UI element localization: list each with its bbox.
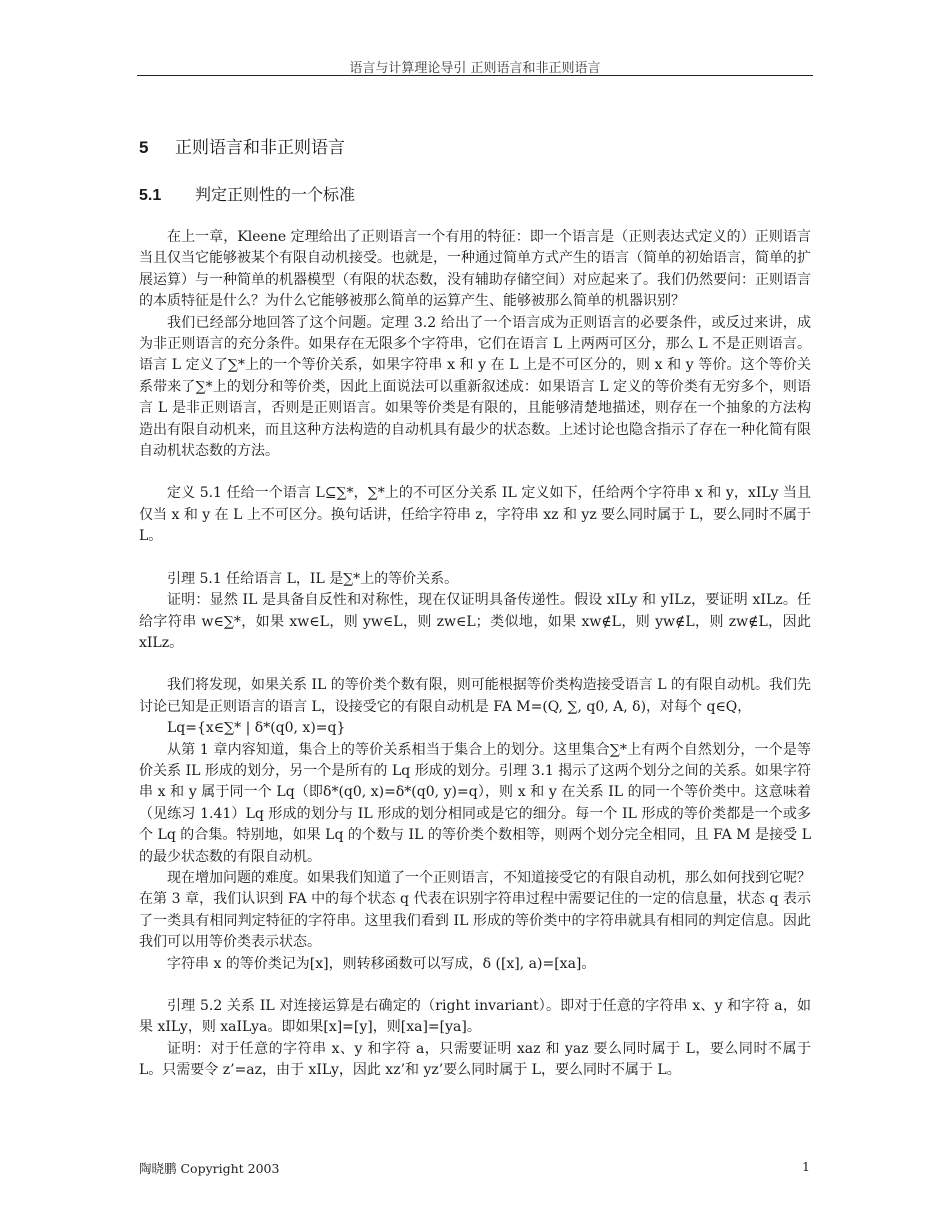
- paragraph-partitions: 从第 1 章内容知道，集合上的等价关系相当于集合上的划分。这里集合∑*上有两个自然划分，一个是等价关系 IL 形成的划分，另一个是所有的 Lq 形成的划分。引理 3.1 揭示了这两个划分之间的关系。如果字符串 x 和 y 属于同一个 Lq（即δ*(q0, x)=δ*(q0, y)=q），则 x 和 y 在关系 IL 的同一个等价类中。这意味着（见练习 1.41）Lq 形成的划分与 IL 形成的划分相同或是它的细分。每一个 IL 形成的等价类都是一个或多个 Lq 的合集。特别地，如果 Lq 的个数与 IL 的等价类个数相等，则两个划分完全相同，且 FA M 是接受 L 的最少状态数的有限自动机。: [139, 741, 811, 865]
- header-rule: [137, 75, 813, 76]
- chapter-title: 正则语言和非正则语言: [175, 138, 345, 158]
- paragraph-partial-answer: 我们已经部分地回答了这个问题。定理 3.2 给出了一个语言成为正则语言的必要条件，或反过来讲，成为非正则语言的充分条件。如果存在无限多个字符串，它们在语言 L 上两两可区分，那么 L 不是正则语言。语言 L 定义了∑*上的一个等价关系，如果字符串 x 和 y 在 L 上是不可区分的，则 x 和 y 等价。这个等价关系带来了∑*上的划分和等价类，因此上面说法可以重新叙述成：如果语言 L 定义的等价类有无穷多个，则语言 L 是非正则语言，否则是正则语言。如果等价类是有限的，且能够清楚地描述，则存在一个抽象的方法构造出有限自动机来，而且这种方法构造的自动机具有最少的状态数。上述讨论也隐含指示了存在一种化简有限自动机状态数的方法。: [139, 314, 811, 460]
- page-number: 1: [802, 1159, 810, 1174]
- formula-lq: Lq={x∈∑* | δ*(q0, x)=q}: [167, 720, 346, 737]
- section-number: 5.1: [139, 187, 162, 204]
- paragraph-construction: 我们将发现，如果关系 IL 的等价类个数有限，则可能根据等价类构造接受语言 L 的有限自动机。我们先讨论已知是正则语言的语言 L，设接受它的有限自动机是 FA M=(Q, ∑, q0, A, δ)，对每个 q∈Q，: [139, 677, 811, 715]
- running-header: 语言与计算理论导引 正则语言和非正则语言: [349, 61, 601, 76]
- section-title: 判定正则性的一个标准: [195, 185, 356, 204]
- definition-5-1: 定义 5.1 任给一个语言 L⊆∑*，∑*上的不可区分关系 IL 定义如下，任给两个字符串 x 和 y，xILy 当且仅当 x 和 y 在 L 上不可区分。换句话讲，任给字符串 z，字符串 xz 和 yz 要么同时属于 L，要么同时不属于 L。: [139, 485, 811, 545]
- page-body: [139, 125, 811, 1082]
- paragraph-transition: 字符串 x 的等价类记为[x]，则转移函数可以写成，δ ([x], a)=[xa]。: [167, 955, 596, 972]
- proof-lemma-5-1: 证明：显然 IL 是具备自反性和对称性，现在仅证明具备传递性。假设 xILy 和 yILz，要证明 xILz。任给字符串 w∈∑*，如果 xw∈L，则 yw∈L，则 zw∈L；类似地，如果 xw∉L，则 yw∉L，则 zw∉L，因此 xILz。: [139, 592, 811, 651]
- lemma-5-2: 引理 5.2 关系 IL 对连接运算是右确定的（right invariant）。即对于任意的字符串 x、y 和字符 a，如果 xILy，则 xaILya。即如果[x]=[y]，则[xa]=[ya]。: [139, 998, 811, 1036]
- proof-lemma-5-2: 证明：对于任意的字符串 x、y 和字符 a，只需要证明 xaz 和 yaz 要么同时属于 L，要么同时不属于 L。只需要令 z’=az，由于 xILy，因此 xz’和 yz’要么同时属于 L，要么同时不属于 L。: [139, 1040, 811, 1079]
- chapter-number: 5: [139, 138, 149, 157]
- paragraph-harder-problem: 现在增加问题的难度。如果我们知道了一个正则语言，不知道接受它的有限自动机，那么如何找到它呢？在第 3 章，我们认识到 FA 中的每个状态 q 代表在识别字符串过程中需要记住的一定的信息量，状态 q 表示了一类具有相同判定特征的字符串。这里我们看到 IL 形成的等价类中的字符串就具有相同的判定信息。因此我们可以用等价类表示状态。: [139, 869, 811, 951]
- lemma-5-1: 引理 5.1 任给语言 L，IL 是∑*上的等价关系。: [167, 570, 459, 587]
- chapter-heading: [139, 133, 811, 158]
- paragraph-intro: 在上一章，Kleene 定理给出了正则语言一个有用的特征：即一个语言是（正则表达式定义的）正则语言当且仅当它能够被某个有限自动机接受。也就是，一种通过简单方式产生的语言（简单的初始语言，简单的扩展运算）与一种简单的机器模型（有限的状态数，没有辅助存储空间）对应起来了。我们仍然要问：正则语言的本质特征是什么？为什么它能够被那么简单的运算产生、能够被那么简单的机器识别？: [139, 229, 811, 310]
- footer-copyright: 陶晓鹏 Copyright 2003: [139, 1161, 280, 1176]
- section-heading: [139, 182, 811, 205]
